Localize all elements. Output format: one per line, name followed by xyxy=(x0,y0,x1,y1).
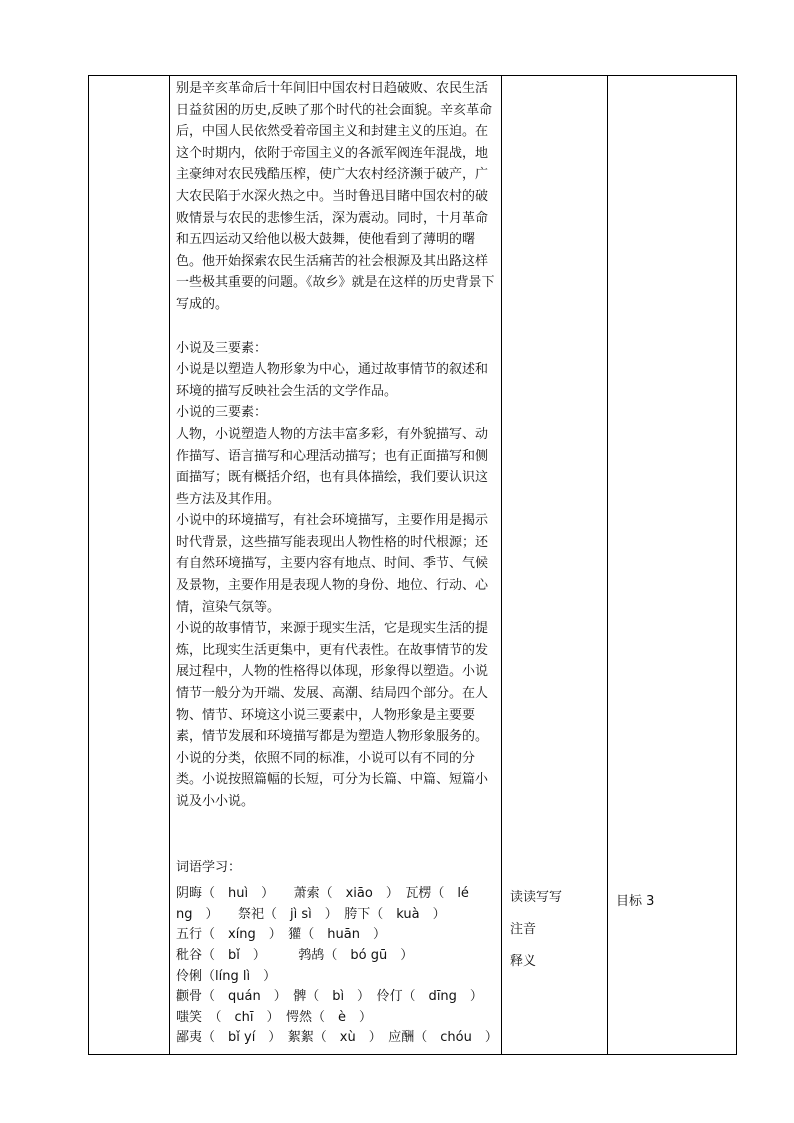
activity-phonetic: 注音 xyxy=(510,922,537,937)
vocab-row: 颧骨（ quán ） 髀（ bì ） 伶仃（ dīng ） xyxy=(176,989,483,1005)
goal-cell xyxy=(608,76,737,1055)
character-paragraph: 人物，小说塑造人物的方法丰富多彩，有外貌描写、动作描写、语言描写和心理活动描写；也有正面描写和侧面描写；既有概括介绍，也有具体描绘，我们要认识这些方法及其作用。 xyxy=(176,426,489,507)
table-row xyxy=(89,76,737,1055)
vocab-row: 鄙夷（ bǐ yí ） 絮絮（ xù ） 应酬（ chóu ） xyxy=(176,1030,498,1046)
vocab-row: ng ） 祭祀（ jì sì ） 胯下（ kuà ） xyxy=(176,906,446,922)
vocab-heading: 词语学习： xyxy=(176,859,242,875)
vocab-row: 伶俐（líng lì ） xyxy=(176,968,277,984)
background-paragraph: 别是辛亥革命后十年间旧中国农村日趋破败、农民生活日益贫困的历史,反映了那个时代的社会面貌。辛亥革命后，中国人民依然受着帝国主义和封建主义的压迫。在这个时期内，依附于帝国主义的各派军阀连年混战，地主豪绅对农民残酷压榨，使广大农村经济濒于破产，广大农民陷于水深火热之中。当时鲁迅目睹中国农村的破败情景与农民的悲惨生活，深为震动。同时，十月革命和五四运动又给他以极大鼓舞，使他看到了薄明的曙色。他开始探索农民生活痛苦的社会根源及其出路这样一些极其重要的问题。《故乡》就是在这样的历史背景下写成的。 xyxy=(176,81,495,312)
activities-cell xyxy=(502,76,608,1055)
vocab-list xyxy=(176,884,496,1049)
environment-paragraph: 小说中的环境描写，有社会环境描写，主要作用是揭示时代背景，这些描写能表现出人物性格的时代根源；还有自然环境描写，主要内容有地点、时间、季节、气候及景物，主要作用是表现人物的身份、地位、行动、心情，渲染气氛等。 xyxy=(176,513,489,615)
lesson-plan-table xyxy=(88,75,737,1055)
plot-paragraph: 小说的故事情节，来源于现实生活，它是现实生活的提炼，比现实生活更集中，更有代表性。在故事情节的发展过程中，人物的性格得以体现，形象得以塑造。小说情节一般分为开端、发展、高潮、结局四个部分。在人物、情节、环境这小说三要素中，人物形象是主要要素，情节发展和环境描写都是为塑造人物形象服务的。 xyxy=(176,621,489,745)
three-elements-label: 小说的三要素： xyxy=(176,405,268,421)
novel-definition: 小说是以塑造人物形象为中心，通过故事情节的叙述和环境的描写反映社会生活的文学作品。 xyxy=(176,362,489,399)
vocab-row: 阴晦（ huì ） 萧索（ xiāo ） 瓦楞（ lé xyxy=(176,886,469,902)
activity-read-write: 读读写写 xyxy=(510,890,563,905)
goal-label: 目标 3 xyxy=(616,894,655,909)
vocab-row: 秕谷（ bǐ ） 鹁鸪（ bó gū ） xyxy=(176,947,414,963)
novel-section-heading: 小说及三要素： xyxy=(176,340,268,356)
vocab-row: 嗤笑 （ chī ） 愕然（ è ） xyxy=(176,1009,372,1025)
activity-definition: 释义 xyxy=(510,954,537,969)
vocab-row: 五行（ xíng ） 獾（ huān ） xyxy=(176,927,386,943)
classification-paragraph: 小说的分类，依照不同的标准，小说可以有不同的分类。小说按照篇幅的长短，可分为长篇、中篇、短篇小说及小小说。 xyxy=(176,750,489,809)
blank-cell xyxy=(89,76,170,1055)
content-cell xyxy=(170,76,502,1055)
